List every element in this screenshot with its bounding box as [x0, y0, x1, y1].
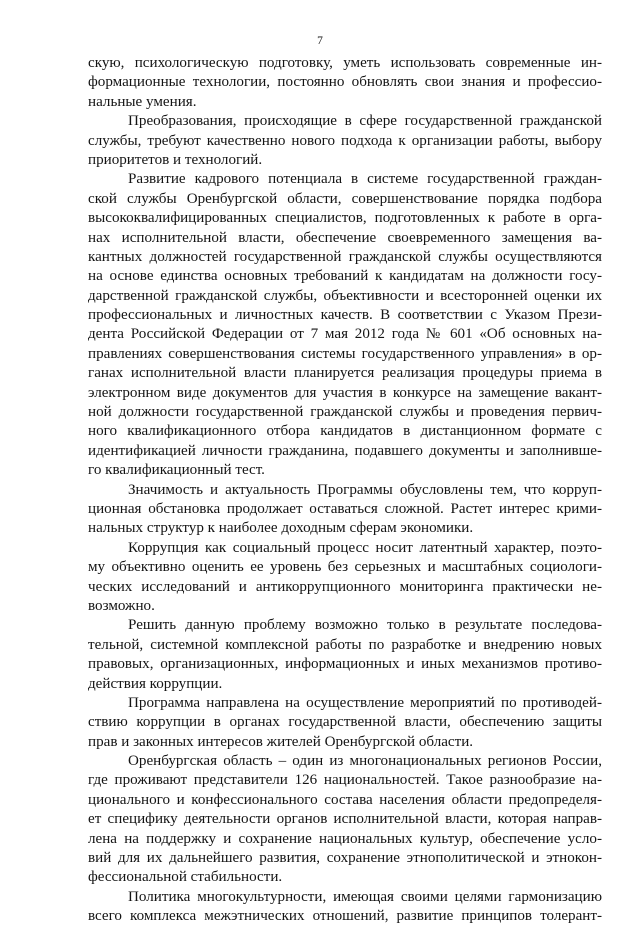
- text-line: Преобразования, происходящие в сфере государственной гражданской: [128, 113, 602, 130]
- text-line: фессиональной стабильности.: [88, 869, 283, 886]
- text-line: идентификацией личности гражданина, подавшего документы и заполнивше-: [88, 442, 602, 459]
- text-line: Программа направлена на осуществление мероприятий по противодей-: [128, 694, 602, 711]
- text-line: Оренбургская область – один из многонациональных регионов России,: [128, 753, 602, 770]
- text-line: ческих исследований и антикоррупционного мониторинга практически не-: [88, 578, 602, 595]
- text-line: прав и законных интересов жителей Оренбургской области.: [88, 733, 474, 750]
- text-line: правовых, организационных, информационных и иных механизмов противо-: [88, 656, 602, 673]
- text-line: ного квалификационного отбора кандидатов в дистанционном формате с: [88, 423, 602, 440]
- text-line: где проживают представители 126 национальностей. Такое разнообразие на-: [88, 772, 602, 789]
- text-line: нальных структур к наиболее доходным сферам экономики.: [88, 520, 474, 537]
- text-line: Политика многокультурности, имеющая своими целями гармонизацию: [128, 888, 602, 905]
- text-line: правлениях совершенствования системы государственного управления» в ор-: [88, 345, 602, 362]
- text-line: формационные технологии, постоянно обновлять свои знания и профессио-: [88, 74, 602, 91]
- text-line: го квалификационный тест.: [88, 462, 265, 479]
- text-line: ской службы Оренбургской области, совершенствование порядка подбора: [88, 190, 602, 207]
- text-line: ствию коррупции в органах государственной власти, обеспечению защиты: [88, 714, 602, 731]
- text-line: ционального и конфессионального состава населения области предопределя-: [88, 791, 602, 808]
- page-number: 7: [317, 35, 323, 47]
- text-line: лена на поддержку и сохранение национальных культур, обеспечение усло-: [88, 830, 602, 847]
- text-line: профессиональных и личностных качеств. В соответствии с Указом Прези-: [88, 307, 602, 324]
- text-line: ет специфику деятельности органов исполнительной власти, которая направ-: [88, 811, 602, 828]
- text-line: на основе единства основных требований к кандидатам на должности госу-: [88, 268, 602, 285]
- text-line: ганах исполнительной власти планируется реализация процедуры приема в: [88, 365, 602, 382]
- text-line: ционная обстановка продолжает оставаться сложной. Растет интерес крими-: [88, 500, 602, 517]
- text-line: приоритетов и технологий.: [88, 151, 263, 168]
- text-line: Решить данную проблему возможно только в результате последова-: [128, 617, 602, 634]
- text-line: службы, требуют качественно нового подхода к организации работы, выбору: [88, 132, 602, 149]
- text-line: электронном виде документов для участия в конкурсе на замещение вакант-: [88, 384, 602, 401]
- text-line: скую, психологическую подготовку, уметь использовать современные ин-: [88, 55, 602, 71]
- body-text: [88, 54, 602, 927]
- text-line: Коррупция как социальный процесс носит латентный характер, поэто-: [128, 539, 602, 556]
- text-line: высококвалифицированных специалистов, подготовленных к работе в орга-: [88, 210, 602, 227]
- text-line: Значимость и актуальность Программы обусловлены тем, что корруп-: [128, 481, 602, 498]
- text-line: ной должности государственной гражданской службы и проведения первич-: [88, 404, 602, 421]
- text-line: вий для их дальнейшего развития, сохранение этнополитической и этнокон-: [88, 850, 602, 867]
- text-line: му объективно оценить ее уровень без серьезных и масштабных социологи-: [88, 559, 602, 576]
- text-line: Развитие кадрового потенциала в системе государственной граждан-: [128, 171, 602, 188]
- text-line: возможно.: [88, 597, 155, 614]
- text-line: действия коррупции.: [88, 675, 223, 692]
- text-line: тельной, системной комплексной работы по разработке и внедрению новых: [88, 636, 602, 653]
- text-line: нальные умения.: [88, 93, 197, 110]
- text-line: дента Российской Федерации от 7 мая 2012 года № 601 «Об основных на-: [88, 326, 602, 343]
- text-line: всего комплекса межэтнических отношений, развитие принципов толерант-: [88, 908, 602, 925]
- text-line: дарственной гражданской службы, объективности и всесторонней оценки их: [88, 287, 602, 304]
- text-line: кантных должностей государственной гражданской службы осуществляются: [88, 248, 602, 265]
- text-line: нах исполнительной власти, обеспечение своевременного замещения ва-: [88, 229, 602, 246]
